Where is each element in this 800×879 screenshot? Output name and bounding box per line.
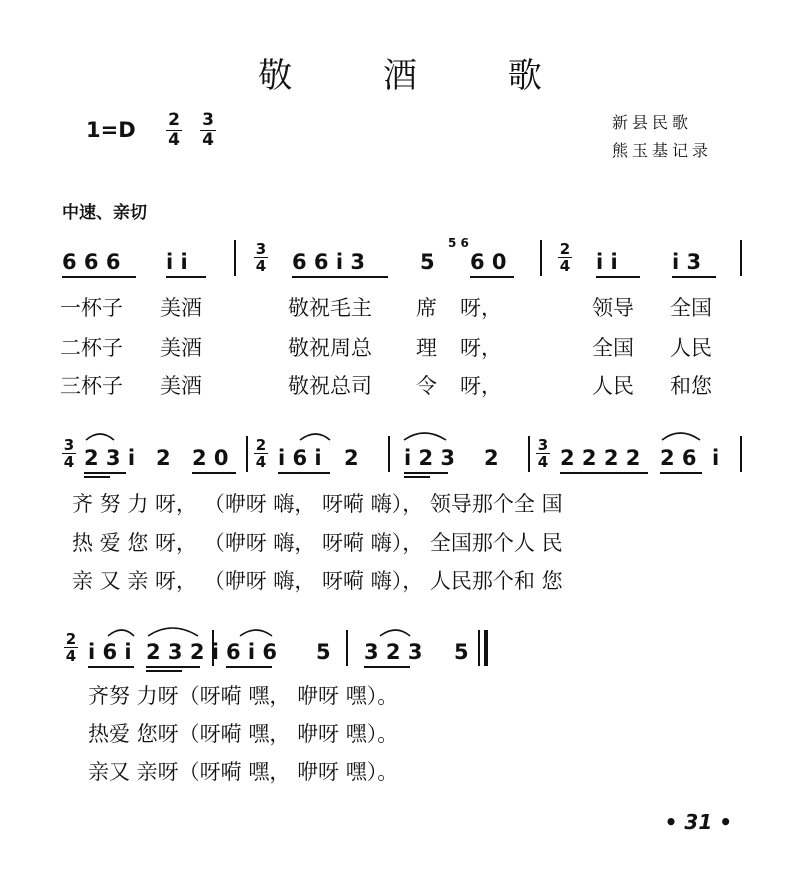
note-group: 2 xyxy=(484,446,499,470)
note-group: i i xyxy=(166,250,188,274)
lyric: 和您 xyxy=(670,374,712,398)
lyric: 呀， xyxy=(460,336,502,360)
page-number: • 31 • xyxy=(664,810,732,834)
note-group: i i xyxy=(596,250,618,274)
lyric: 人民 xyxy=(592,374,634,398)
time-signature-2-4: 2 4 xyxy=(559,240,571,275)
page-title: 敬 酒 歌 xyxy=(258,56,582,96)
lyric: 热爱 您呀（呀嗬 嘿， 咿呀 嘿）。 xyxy=(88,722,399,746)
note-group: i xyxy=(712,446,720,470)
lyric: 令 xyxy=(416,374,437,398)
time-signature-2-4: 2 4 xyxy=(166,112,182,149)
time-signature-2-4: 2 4 xyxy=(65,630,77,665)
time-signature-3-4: 3 4 xyxy=(200,112,216,149)
lyric: 二杯子 xyxy=(60,336,123,360)
lyric: 齐 努 力 呀， （咿呀 嗨， 呀嗬 嗨）， 领导那个全 国 xyxy=(72,492,563,516)
grace-note: 5 6 xyxy=(448,236,469,250)
note-group: i 6 i xyxy=(88,640,132,664)
lyric: 席 xyxy=(416,296,437,320)
lyric: 齐努 力呀（呀嗬 嘿， 咿呀 嘿）。 xyxy=(88,684,399,708)
note-group: 5 xyxy=(316,640,331,664)
key-signature: 1=D xyxy=(86,118,136,142)
lyric: 领导 xyxy=(592,296,634,320)
credit-origin: 新县民歌 xyxy=(612,113,693,132)
lyric: 美酒 xyxy=(160,296,202,320)
note-group: 5 xyxy=(420,250,435,274)
lyric: 敬祝周总 xyxy=(288,336,372,360)
lyric: 热 爱 您 呀， （咿呀 嗨， 呀嗬 嗨）， 全国那个人 民 xyxy=(72,531,563,555)
note-group: 2 0 xyxy=(192,446,229,470)
time-signature-2-4: 2 4 xyxy=(255,436,267,471)
time-signature-3-4: 3 4 xyxy=(63,436,75,471)
note-group: 2 xyxy=(156,446,171,470)
note-group: 2 2 2 2 xyxy=(560,446,641,470)
note-group: 6 0 xyxy=(470,250,507,274)
note-group: 6 6 6 xyxy=(62,250,121,274)
lyric: 敬祝总司 xyxy=(288,374,372,398)
lyric: 人民 xyxy=(670,336,712,360)
lyric: 美酒 xyxy=(160,374,202,398)
note-group: i 6 i xyxy=(278,446,322,470)
note-group: 3 2 3 xyxy=(364,640,423,664)
note-group: 5 xyxy=(454,640,469,664)
note-group: 6 6 i 3 xyxy=(292,250,365,274)
lyric: 全国 xyxy=(592,336,634,360)
lyric: 敬祝毛主 xyxy=(288,296,372,320)
credit-recorder: 熊玉基记录 xyxy=(612,141,713,160)
note-group: i 3 xyxy=(672,250,702,274)
lyric: 全国 xyxy=(670,296,712,320)
time-signature-3-4: 3 4 xyxy=(255,240,267,275)
note-group: i 2 3 xyxy=(404,446,456,470)
note-group: 6 i 6 xyxy=(226,640,278,664)
lyric: 三杯子 xyxy=(60,374,123,398)
note-group: 2 6 xyxy=(660,446,697,470)
lyric: 美酒 xyxy=(160,336,202,360)
tempo-marking: 中速、亲切 xyxy=(62,203,147,223)
lyric: 呀， xyxy=(460,296,502,320)
time-signature-3-4: 3 4 xyxy=(537,436,549,471)
lyric: 亲又 亲呀（呀嗬 嘿， 咿呀 嘿）。 xyxy=(88,760,399,784)
note-group: 2 xyxy=(344,446,359,470)
lyric: 呀， xyxy=(460,374,502,398)
note-group: 2 3 2 i xyxy=(146,640,219,664)
lyric: 一杯子 xyxy=(60,296,123,320)
lyric: 亲 又 亲 呀， （咿呀 嗨， 呀嗬 嗨）， 人民那个和 您 xyxy=(72,569,563,593)
lyric: 理 xyxy=(416,336,437,360)
note-group: 2 3 i xyxy=(84,446,136,470)
